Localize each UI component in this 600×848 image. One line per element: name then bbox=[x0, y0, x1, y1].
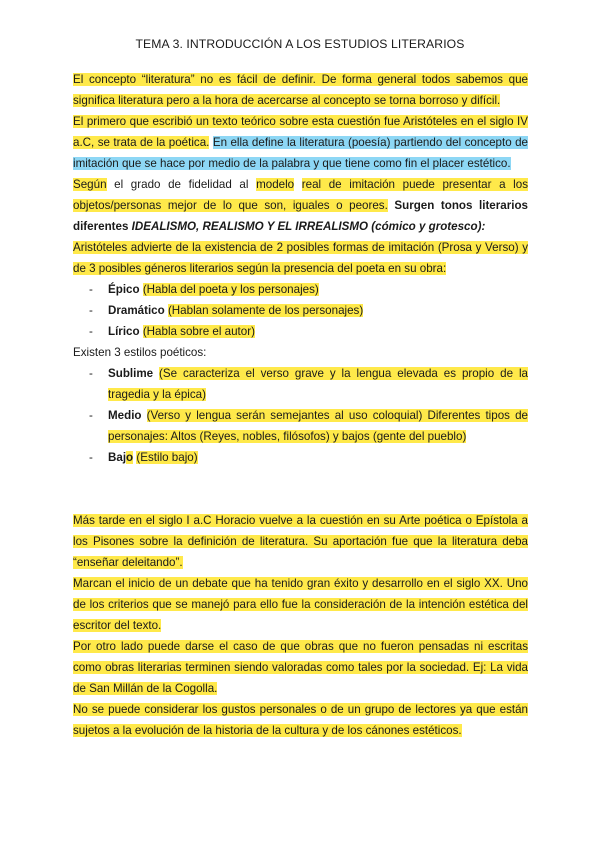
style-name: Sublime bbox=[108, 367, 154, 380]
style-description: (Estilo bajo) bbox=[136, 451, 198, 464]
cyan-highlighted-text: En ella define la literatura (poesía) partiendo del concepto de imitación que se hace por medio de la palabra y que tiene como fin el placer estético. bbox=[73, 136, 528, 170]
styles-list bbox=[73, 363, 528, 468]
list-item bbox=[73, 363, 528, 405]
dash-bullet: - bbox=[89, 367, 93, 380]
paragraph-aristotle bbox=[73, 111, 528, 174]
highlighted-text: Marcan el inicio de un debate que ha tenido gran éxito y desarrollo en el siglo XX. Uno de los criterios que se manejó para ello fue la consideración de la intención estética del escritor del texto. bbox=[73, 577, 528, 632]
highlighted-text: modelo bbox=[256, 178, 295, 191]
dash-bullet: - bbox=[89, 304, 93, 317]
paragraph-personal-tastes bbox=[73, 699, 528, 741]
list-item bbox=[73, 405, 528, 447]
highlighted-text: Por otro lado puede darse el caso de que obras que no fueron pensadas ni escritas como obras literarias terminen siendo valoradas como tales por la sociedad. Ej: La vida de San Millán de la Cogolla. bbox=[73, 640, 528, 695]
dash-bullet: - bbox=[89, 325, 93, 338]
highlighted-text: El concepto “literatura” no es fácil de definir. De forma general todos sabemos que significa literatura pero a la hora de acercarse al concepto se torna borroso y difícil. bbox=[73, 73, 528, 107]
paragraph-literature-concept bbox=[73, 69, 528, 111]
genre-description: (Habla sobre el autor) bbox=[142, 325, 255, 338]
highlighted-text: real de imitación puede presentar a los objetos/personas mejor de lo que son, iguales o peores. bbox=[73, 178, 528, 212]
dash-bullet: - bbox=[89, 451, 93, 464]
highlighted-text: Aristóteles advierte de la existencia de 2 posibles formas de imitación (Prosa y Verso) y de 3 posibles géneros literarios según la presencia del poeta en su obra: bbox=[73, 241, 528, 275]
style-name: Baj bbox=[108, 451, 127, 464]
list-item bbox=[73, 447, 528, 468]
bold-italic-text: IDEALISMO, REALISMO Y EL IRREALISMO bbox=[131, 220, 369, 233]
list-item bbox=[73, 300, 528, 321]
dash-bullet: - bbox=[89, 409, 93, 422]
genre-description: (Hablan solamente de los personajes) bbox=[167, 304, 364, 317]
list-item bbox=[73, 279, 528, 300]
bold-text: Surgen tonos literarios diferentes bbox=[73, 199, 528, 233]
highlighted-text: El primero que escribió un texto teórico sobre esta cuestión fue Aristóteles en el siglo IV a.C, se trata de la poética. bbox=[73, 115, 528, 149]
paragraph-fidelity bbox=[73, 174, 528, 237]
genre-name: Lírico bbox=[108, 325, 140, 338]
style-description: (Se caracteriza el verso grave y la lengua elevada es propio de la tragedia y la épica) bbox=[108, 367, 528, 401]
document-body bbox=[73, 69, 528, 741]
genres-list bbox=[73, 279, 528, 342]
dash-bullet: - bbox=[89, 283, 93, 296]
styles-intro: Existen 3 estilos poéticos: bbox=[73, 346, 207, 359]
highlighted-text: Según bbox=[73, 178, 107, 191]
list-item bbox=[73, 321, 528, 342]
highlighted-text: Más tarde en el siglo I a.C Horacio vuelve a la cuestión en su Arte poética o Epístola a los Pisones sobre la definición de literatura. Su aportación fue que la literatura deba “enseñar deleitando”. bbox=[73, 514, 528, 569]
genre-name: Épico bbox=[108, 283, 140, 296]
paragraph-debate bbox=[73, 573, 528, 636]
style-name-highlighted: o bbox=[126, 451, 134, 464]
genre-description: (Habla del poeta y los personajes) bbox=[142, 283, 319, 296]
plain-text bbox=[294, 178, 302, 191]
genre-name: Dramático bbox=[108, 304, 165, 317]
spacer bbox=[73, 468, 528, 510]
style-description: (Verso y lengua serán semejantes al uso coloquial) Diferentes tipos de personajes: Altos (Reyes, nobles, filósofos) y bajos (gente del pueblo) bbox=[108, 409, 528, 443]
bold-italic-text: (cómico y grotesco): bbox=[368, 220, 486, 233]
highlighted-text: No se puede considerar los gustos personales o de un grupo de lectores ya que están sujetos a la evolución de la historia de la cultura y de los cánones estéticos. bbox=[73, 703, 528, 737]
plain-text: el grado de fidelidad al bbox=[106, 178, 257, 191]
style-name: Medio bbox=[108, 409, 142, 422]
paragraph-horace bbox=[73, 510, 528, 573]
page-title: TEMA 3. INTRODUCCIÓN A LOS ESTUDIOS LITERARIOS bbox=[135, 37, 465, 51]
paragraph-imitation-forms bbox=[73, 237, 528, 279]
paragraph-valued-works bbox=[73, 636, 528, 699]
